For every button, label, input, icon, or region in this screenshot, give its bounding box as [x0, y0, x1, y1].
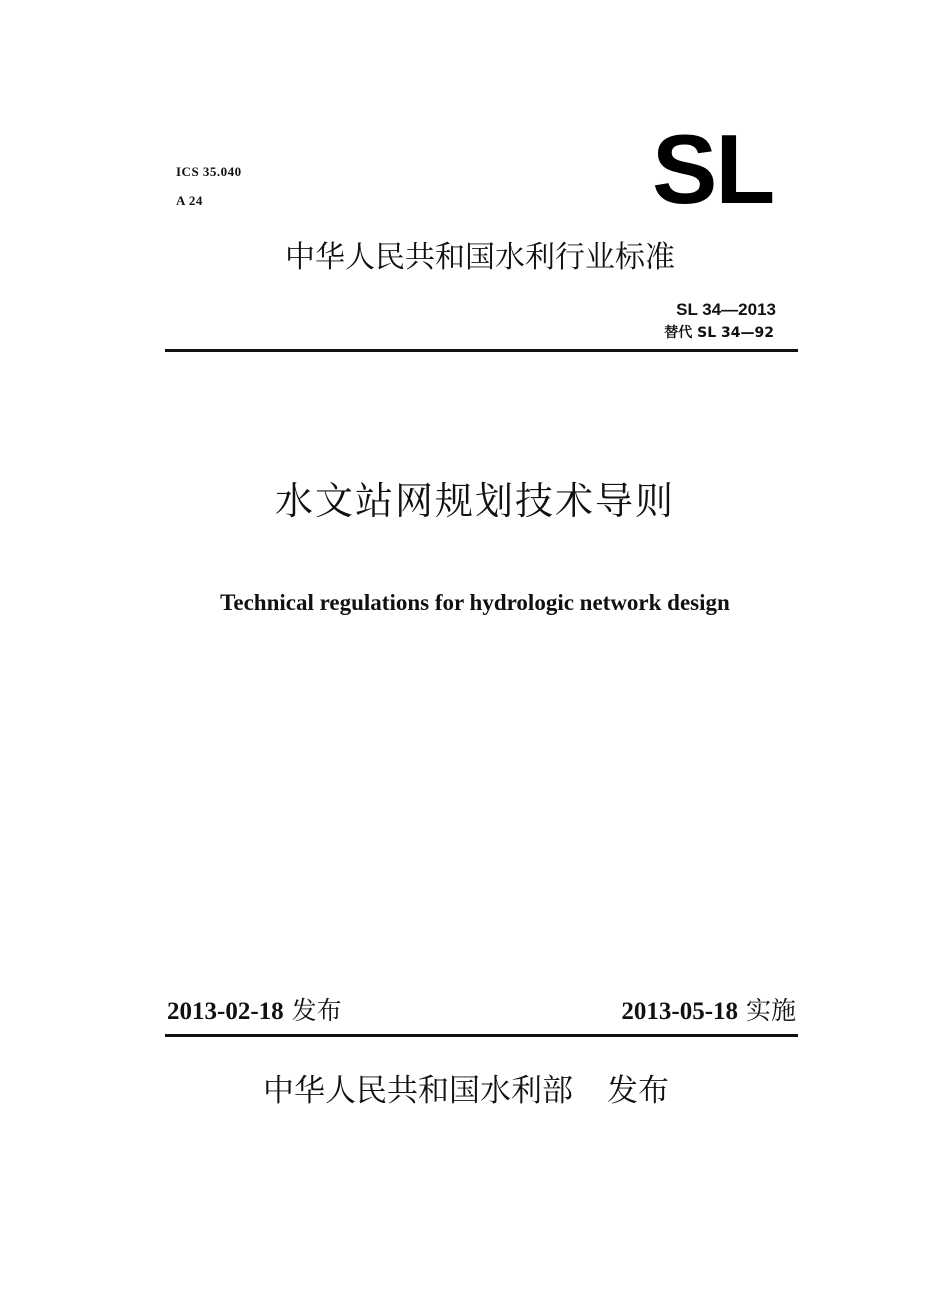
- issue-date: 2013-02-18: [167, 998, 284, 1025]
- issue-label: 发布: [291, 996, 342, 1025]
- issue-date-block: [167, 994, 342, 1029]
- implementation-date-block: [621, 994, 796, 1029]
- replaced-standard: 替代 SL 34—92: [664, 325, 774, 341]
- publisher-name: 中华人民共和国水利部: [263, 1073, 573, 1109]
- publisher-line: [263, 1070, 669, 1112]
- industry-standard-heading: 中华人民共和国水利行业标准: [285, 240, 675, 275]
- document-english-title: Technical regulations for hydrologic network design: [220, 590, 730, 615]
- top-divider: [165, 349, 798, 352]
- implementation-date: 2013-05-18: [621, 998, 739, 1025]
- classification-code: A 24: [176, 193, 203, 208]
- sl-logo: SL: [652, 114, 774, 224]
- document-title: 水文站网规划技术导则: [274, 479, 675, 523]
- ics-code: ICS 35.040: [176, 164, 242, 179]
- implementation-label: 实施: [745, 996, 796, 1025]
- standard-number: SL 34—2013: [676, 300, 776, 319]
- publish-label: 发布: [607, 1073, 669, 1109]
- bottom-divider: [165, 1034, 798, 1037]
